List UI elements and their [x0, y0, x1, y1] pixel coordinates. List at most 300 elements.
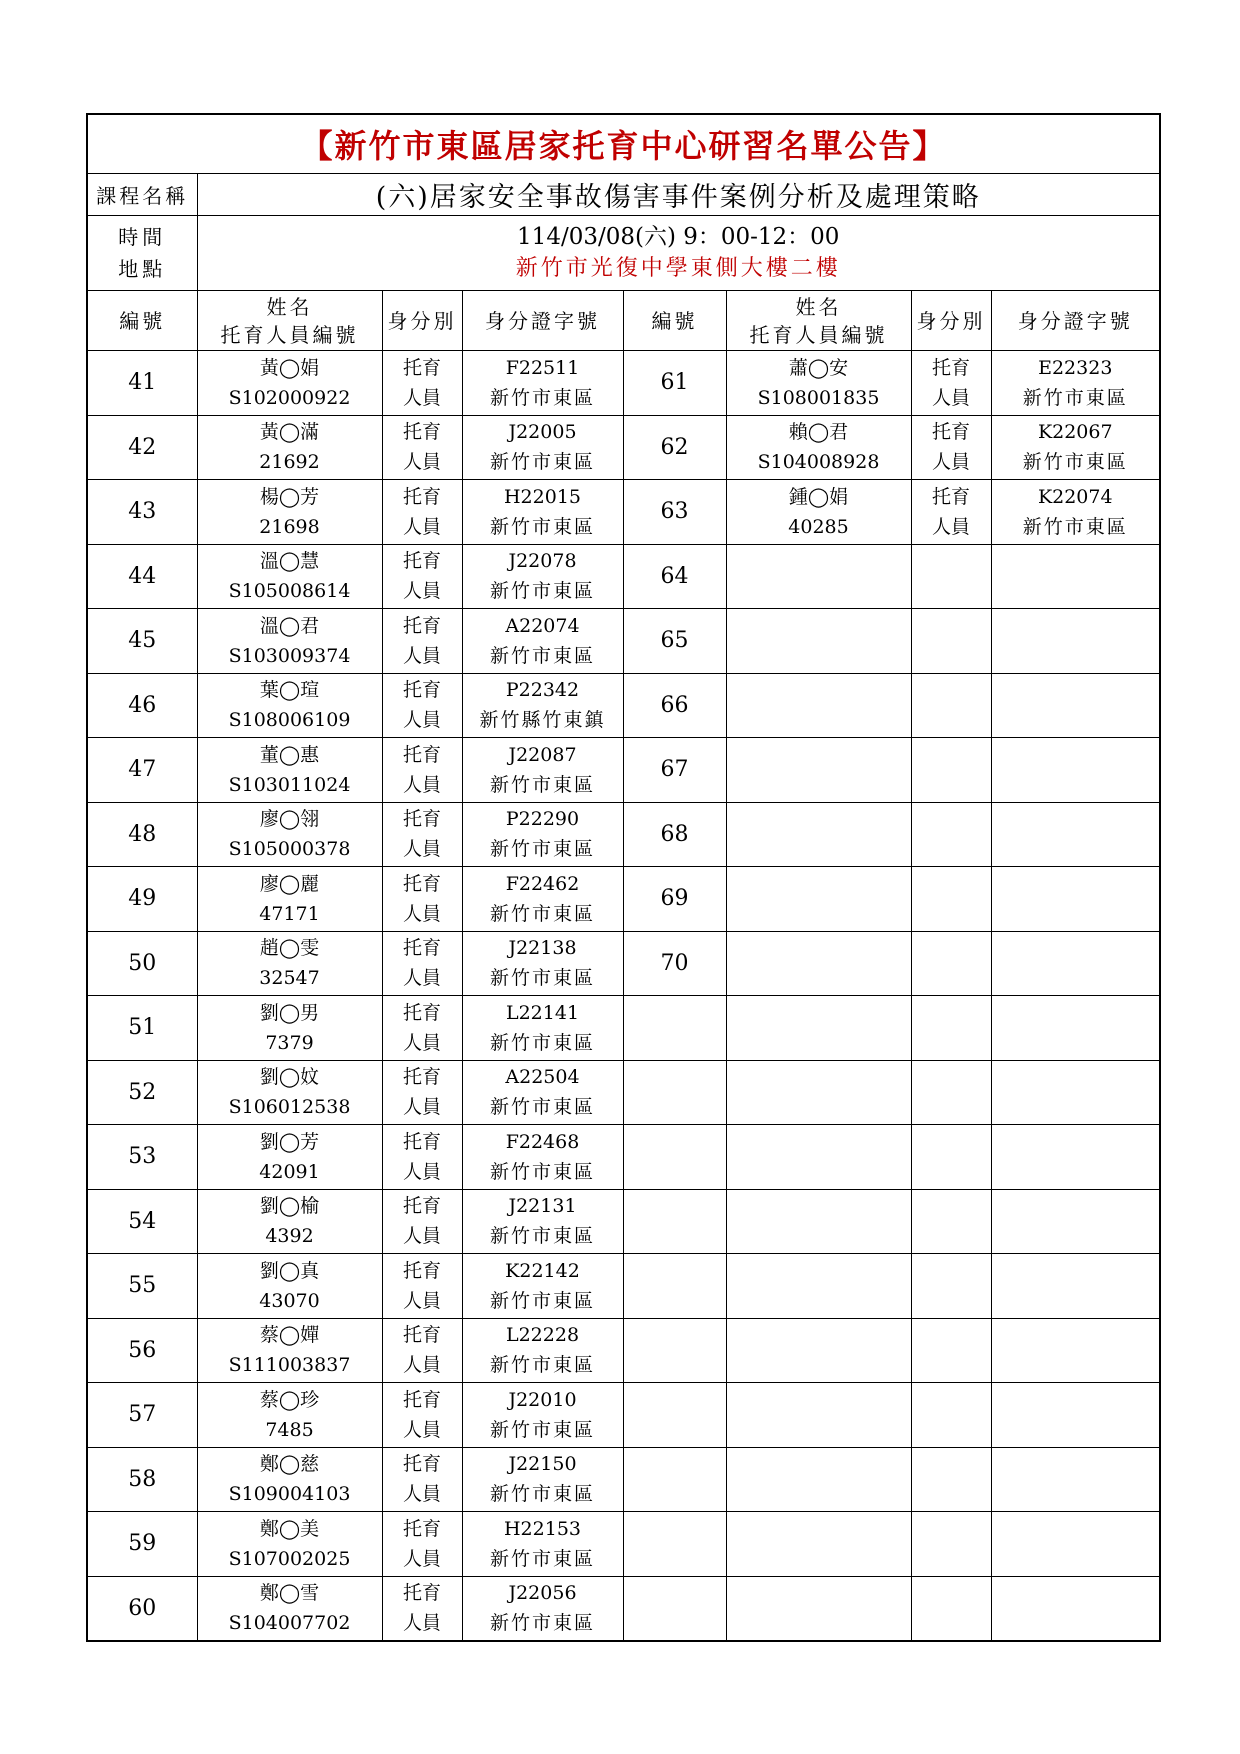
entry-number: 58: [87, 1447, 197, 1512]
entry-name-cell: [726, 480, 911, 545]
entry-number: 52: [87, 1060, 197, 1125]
entry-identity-cell: [911, 1512, 991, 1577]
entry-id-cell: [462, 738, 623, 803]
entry-number: 46: [87, 673, 197, 738]
entry-number: [623, 1060, 726, 1125]
entry-name-cell: [197, 544, 382, 609]
entry-id-cell: [462, 996, 623, 1061]
entry-id-region: 新竹市東區: [489, 1160, 595, 1183]
entry-id-cell: [462, 802, 623, 867]
entry-identity-cell: [382, 738, 462, 803]
entry-id-cell: [991, 673, 1160, 738]
entry-id-number: F22462: [505, 872, 580, 895]
entry-number: 41: [87, 351, 197, 416]
entry-id-cell: [462, 609, 623, 674]
entry-id-region: 新竹市東區: [489, 773, 595, 796]
entry-name-cell: [197, 996, 382, 1061]
entry-identity-line2: 人員: [402, 709, 441, 732]
entry-id-cell: [991, 1254, 1160, 1319]
entry-id-number: H22015: [503, 485, 581, 508]
entry-id-number: J22138: [508, 937, 577, 960]
entry-id-number: J22087: [508, 743, 577, 766]
entry-identity-line2: 人員: [402, 1225, 441, 1248]
entry-id-number: J22010: [508, 1388, 577, 1411]
entry-identity-line1: 托育: [931, 421, 970, 444]
entry-staff-number: S102000922: [228, 386, 351, 409]
entry-number: 59: [87, 1512, 197, 1577]
entry-name-cell: [197, 480, 382, 545]
table-row: [87, 931, 1160, 996]
entry-name: 溫◯慧: [259, 550, 320, 573]
entry-name-cell: [197, 1189, 382, 1254]
entry-identity-line2: 人員: [402, 1354, 441, 1377]
entry-number: [623, 1125, 726, 1190]
entry-id-region: 新竹市東區: [1022, 515, 1128, 538]
entry-number: [623, 1383, 726, 1448]
entry-name-cell: [726, 996, 911, 1061]
entry-identity-cell: [382, 1383, 462, 1448]
entry-name-cell: [197, 867, 382, 932]
entry-identity-cell: [382, 1189, 462, 1254]
entry-number: [623, 1512, 726, 1577]
entry-identity-line2: 人員: [402, 1031, 441, 1054]
entry-id-region: 新竹市東區: [489, 967, 595, 990]
entry-id-cell: [991, 931, 1160, 996]
entry-identity-line1: 托育: [402, 679, 441, 702]
entry-identity-cell: [911, 931, 991, 996]
entry-staff-number: 4392: [265, 1225, 314, 1248]
entry-identity-line2: 人員: [402, 1160, 441, 1183]
entry-name-cell: [726, 738, 911, 803]
entry-name-cell: [197, 673, 382, 738]
entry-identity-cell: [911, 738, 991, 803]
entry-identity-cell: [382, 1125, 462, 1190]
session-place: 新竹市光復中學東側大樓二樓: [515, 256, 841, 281]
entry-name-cell: [726, 1383, 911, 1448]
entry-staff-number: S108001835: [757, 386, 880, 409]
entry-id-number: J22150: [508, 1453, 577, 1476]
entry-id-number: J22131: [508, 1195, 577, 1218]
entry-identity-line1: 托育: [402, 485, 441, 508]
entry-identity-line1: 托育: [402, 937, 441, 960]
header-number-right: 編號: [623, 291, 726, 351]
entry-name: 鄭◯雪: [259, 1582, 320, 1605]
entry-staff-number: S103011024: [228, 773, 351, 796]
entry-number: 66: [623, 673, 726, 738]
entry-identity-cell: [911, 1060, 991, 1125]
entry-id-region: 新竹市東區: [489, 1096, 595, 1119]
entry-id-number: J22005: [508, 421, 577, 444]
entry-identity-cell: [382, 802, 462, 867]
entry-id-number: J22078: [508, 550, 577, 573]
entry-staff-number: 32547: [259, 967, 320, 990]
entry-identity-cell: [911, 996, 991, 1061]
entry-staff-number: S107002025: [228, 1547, 351, 1570]
entry-identity-line2: 人員: [402, 1483, 441, 1506]
header-id-right: 身分證字號: [991, 291, 1160, 351]
entry-identity-cell: [382, 1254, 462, 1319]
entry-number: [623, 1189, 726, 1254]
header-identity-left: 身分別: [382, 291, 462, 351]
entry-identity-line1: 托育: [402, 1259, 441, 1282]
entry-name-cell: [726, 931, 911, 996]
table-row: [87, 802, 1160, 867]
entry-staff-number: S106012538: [228, 1096, 351, 1119]
entry-number: 48: [87, 802, 197, 867]
entry-name: 趙◯雯: [259, 937, 320, 960]
entry-id-cell: [991, 351, 1160, 416]
entry-staff-number: 7379: [265, 1031, 314, 1054]
entry-identity-cell: [382, 415, 462, 480]
entry-identity-cell: [911, 867, 991, 932]
entry-id-cell: [991, 867, 1160, 932]
entry-id-cell: [462, 415, 623, 480]
entry-name: 劉◯男: [259, 1001, 320, 1024]
entry-id-number: A22074: [505, 614, 580, 637]
entry-number: 53: [87, 1125, 197, 1190]
table-row: [87, 1447, 1160, 1512]
entry-id-cell: [462, 1447, 623, 1512]
entry-id-number: P22290: [505, 808, 580, 831]
entry-id-cell: [991, 1512, 1160, 1577]
entry-name: 鄭◯慈: [259, 1453, 320, 1476]
entry-id-cell: [991, 738, 1160, 803]
entry-number: 45: [87, 609, 197, 674]
entry-number: 63: [623, 480, 726, 545]
entry-name-cell: [726, 415, 911, 480]
table-row: [87, 1060, 1160, 1125]
header-name-label: 姓名: [795, 294, 842, 319]
entry-identity-line1: 托育: [402, 1324, 441, 1347]
entry-number: 42: [87, 415, 197, 480]
entry-id-region: 新竹市東區: [489, 644, 595, 667]
entry-identity-cell: [911, 1125, 991, 1190]
entry-id-region: 新竹市東區: [489, 1289, 595, 1312]
entry-name-cell: [726, 1318, 911, 1383]
entry-name-cell: [726, 673, 911, 738]
entry-id-cell: [991, 1189, 1160, 1254]
entry-id-cell: [991, 1125, 1160, 1190]
entry-name-cell: [197, 609, 382, 674]
entry-id-region: 新竹市東區: [489, 386, 595, 409]
entry-identity-line1: 托育: [402, 1001, 441, 1024]
entry-id-cell: [991, 1576, 1160, 1641]
table-row: [87, 1189, 1160, 1254]
entry-identity-line1: 托育: [402, 1066, 441, 1089]
entry-name: 賴◯君: [788, 421, 849, 444]
entry-number: 47: [87, 738, 197, 803]
entry-identity-cell: [382, 351, 462, 416]
entry-id-region: 新竹市東區: [489, 838, 595, 861]
entry-number: 69: [623, 867, 726, 932]
header-name-right: [726, 291, 911, 351]
entry-identity-line2: 人員: [402, 1547, 441, 1570]
entry-id-number: F22511: [505, 356, 580, 379]
entry-name: 黃◯娟: [259, 356, 320, 379]
table-row: [87, 609, 1160, 674]
entry-staff-number: S109004103: [228, 1483, 351, 1506]
time-place-values: [197, 216, 1160, 291]
entry-name: 溫◯君: [259, 614, 320, 637]
entry-name-cell: [197, 1254, 382, 1319]
entry-number: [623, 1254, 726, 1319]
table-row: [87, 673, 1160, 738]
entry-number: 70: [623, 931, 726, 996]
entry-name-cell: [197, 931, 382, 996]
entry-identity-line1: 托育: [402, 808, 441, 831]
entry-name: 劉◯榆: [259, 1195, 320, 1218]
entry-name-cell: [726, 1512, 911, 1577]
time-place-labels: [87, 216, 197, 291]
entry-id-region: 新竹市東區: [489, 1354, 595, 1377]
table-row: [87, 1125, 1160, 1190]
entry-id-region: 新竹市東區: [489, 1483, 595, 1506]
entry-name: 葉◯瑄: [259, 679, 320, 702]
entry-identity-cell: [382, 1512, 462, 1577]
entry-number: 55: [87, 1254, 197, 1319]
entry-name-cell: [197, 738, 382, 803]
entry-identity-line2: 人員: [931, 515, 970, 538]
entry-identity-line2: 人員: [402, 451, 441, 474]
entry-identity-cell: [382, 1576, 462, 1641]
entry-number: [623, 996, 726, 1061]
column-header-row: [87, 291, 1160, 351]
entry-staff-number: 40285: [788, 515, 849, 538]
course-label: 課程名稱: [87, 174, 197, 216]
header-number-left: 編號: [87, 291, 197, 351]
entry-staff-number: S104007702: [228, 1612, 351, 1635]
entry-identity-line2: 人員: [402, 838, 441, 861]
entry-identity-cell: [911, 544, 991, 609]
table-row: [87, 1254, 1160, 1319]
entry-identity-line1: 托育: [402, 550, 441, 573]
entry-name-cell: [197, 1318, 382, 1383]
entry-identity-cell: [382, 1447, 462, 1512]
entry-id-region: 新竹市東區: [489, 1612, 595, 1635]
entry-id-cell: [991, 1447, 1160, 1512]
entry-number: 51: [87, 996, 197, 1061]
entry-number: 60: [87, 1576, 197, 1641]
entry-id-cell: [991, 609, 1160, 674]
entry-id-cell: [991, 480, 1160, 545]
entry-name-cell: [726, 1254, 911, 1319]
entry-id-number: J22056: [508, 1582, 577, 1605]
entry-id-cell: [462, 1060, 623, 1125]
entry-name-cell: [197, 1125, 382, 1190]
entry-name: 廖◯翎: [259, 808, 320, 831]
entry-name-cell: [726, 1060, 911, 1125]
entry-name-cell: [726, 802, 911, 867]
entry-id-region: 新竹市東區: [489, 1031, 595, 1054]
entry-id-number: P22342: [505, 679, 580, 702]
header-id-left: 身分證字號: [462, 291, 623, 351]
entry-id-cell: [462, 1125, 623, 1190]
entry-staff-number: 47171: [259, 902, 320, 925]
entry-name: 劉◯芳: [259, 1130, 320, 1153]
entry-number: 65: [623, 609, 726, 674]
entry-identity-line2: 人員: [402, 902, 441, 925]
entry-number: 67: [623, 738, 726, 803]
entry-id-cell: [462, 1576, 623, 1641]
entry-id-cell: [462, 1318, 623, 1383]
entry-identity-line2: 人員: [402, 1612, 441, 1635]
entry-identity-line1: 托育: [402, 872, 441, 895]
entry-staff-number: S108006109: [228, 709, 351, 732]
table-row: [87, 351, 1160, 416]
entry-name: 劉◯妏: [259, 1066, 320, 1089]
entry-staff-number: 42091: [259, 1160, 320, 1183]
entry-name-cell: [197, 1447, 382, 1512]
entry-identity-cell: [382, 931, 462, 996]
entry-identity-line2: 人員: [402, 1289, 441, 1312]
entry-id-number: H22153: [503, 1517, 581, 1540]
entry-id-number: K22142: [505, 1259, 580, 1282]
entry-identity-line1: 托育: [402, 1388, 441, 1411]
table-row: [87, 1318, 1160, 1383]
entry-identity-line1: 托育: [402, 743, 441, 766]
entry-name-cell: [726, 1576, 911, 1641]
entry-staff-number: S104008928: [757, 451, 880, 474]
entry-name-cell: [197, 1060, 382, 1125]
entry-identity-cell: [911, 1447, 991, 1512]
entry-identity-cell: [382, 480, 462, 545]
entry-id-region: 新竹市東區: [1022, 451, 1128, 474]
entry-identity-line2: 人員: [931, 451, 970, 474]
entry-name: 蕭◯安: [788, 356, 849, 379]
entry-identity-cell: [911, 1254, 991, 1319]
entry-number: 44: [87, 544, 197, 609]
entry-identity-cell: [911, 415, 991, 480]
entry-name-cell: [726, 1125, 911, 1190]
entry-identity-line1: 托育: [402, 1517, 441, 1540]
entry-name: 楊◯芳: [259, 485, 320, 508]
entry-id-region: 新竹市東區: [1022, 386, 1128, 409]
entry-id-cell: [462, 931, 623, 996]
entry-id-number: L22141: [505, 1001, 580, 1024]
entry-name: 鍾◯娟: [788, 485, 849, 508]
entry-number: 54: [87, 1189, 197, 1254]
entry-id-cell: [462, 1383, 623, 1448]
entry-id-number: L22228: [505, 1324, 580, 1347]
entry-id-cell: [991, 415, 1160, 480]
entry-identity-cell: [382, 1060, 462, 1125]
entry-identity-cell: [382, 609, 462, 674]
entry-staff-number: 21692: [259, 451, 320, 474]
entry-identity-line2: 人員: [402, 580, 441, 603]
entry-id-cell: [991, 996, 1160, 1061]
entry-number: 50: [87, 931, 197, 996]
entry-id-cell: [991, 802, 1160, 867]
entry-identity-cell: [911, 1576, 991, 1641]
entry-identity-cell: [911, 802, 991, 867]
table-row: [87, 738, 1160, 803]
entry-identity-cell: [382, 1318, 462, 1383]
entry-id-number: K22074: [1037, 485, 1113, 508]
entry-id-cell: [462, 1189, 623, 1254]
entry-identity-cell: [911, 1318, 991, 1383]
entry-name: 董◯惠: [259, 743, 320, 766]
entry-id-region: 新竹市東區: [489, 1547, 595, 1570]
table-row: [87, 480, 1160, 545]
entry-identity-cell: [382, 544, 462, 609]
entry-name-cell: [726, 609, 911, 674]
entry-id-cell: [462, 1254, 623, 1319]
entry-identity-line1: 托育: [931, 485, 970, 508]
entry-id-region: 新竹市東區: [489, 902, 595, 925]
entry-number: 68: [623, 802, 726, 867]
entry-identity-line2: 人員: [931, 386, 970, 409]
entry-number: 49: [87, 867, 197, 932]
entry-number: 64: [623, 544, 726, 609]
entry-id-cell: [462, 544, 623, 609]
entry-number: [623, 1576, 726, 1641]
entry-name: 黃◯滿: [259, 421, 320, 444]
entry-number: 56: [87, 1318, 197, 1383]
table-row: [87, 544, 1160, 609]
table-row: [87, 867, 1160, 932]
entry-id-cell: [991, 544, 1160, 609]
entry-number: 57: [87, 1383, 197, 1448]
entry-name-cell: [197, 415, 382, 480]
entry-identity-line2: 人員: [402, 644, 441, 667]
entry-number: 43: [87, 480, 197, 545]
entry-name-cell: [726, 1447, 911, 1512]
entry-identity-line2: 人員: [402, 1096, 441, 1119]
entry-identity-line2: 人員: [402, 967, 441, 990]
entry-identity-cell: [382, 673, 462, 738]
entry-id-number: K22067: [1037, 421, 1113, 444]
entry-identity-cell: [911, 351, 991, 416]
entry-name: 劉◯真: [259, 1259, 320, 1282]
entry-name-cell: [726, 351, 911, 416]
entry-name-cell: [197, 1576, 382, 1641]
entry-identity-line1: 托育: [402, 1130, 441, 1153]
entry-id-cell: [462, 867, 623, 932]
entry-number: 61: [623, 351, 726, 416]
header-identity-right: 身分別: [911, 291, 991, 351]
entry-id-region: 新竹市東區: [489, 515, 595, 538]
entry-identity-line2: 人員: [402, 386, 441, 409]
place-label: 地點: [118, 257, 167, 281]
entry-identity-cell: [911, 673, 991, 738]
entry-id-cell: [462, 673, 623, 738]
session-time: 114/03/08(六) 9：00-12：00: [517, 224, 840, 250]
table-row: [87, 415, 1160, 480]
entry-staff-number: S111003837: [228, 1354, 351, 1377]
entry-staff-number: S105008614: [228, 580, 351, 603]
entry-id-number: A22504: [505, 1066, 580, 1089]
entry-id-number: E22323: [1038, 356, 1113, 379]
entry-number: [623, 1318, 726, 1383]
entry-id-cell: [462, 480, 623, 545]
time-label: 時間: [118, 225, 167, 249]
entry-identity-line1: 托育: [402, 614, 441, 637]
table-row: [87, 1512, 1160, 1577]
entry-name-cell: [726, 1189, 911, 1254]
entry-id-cell: [462, 351, 623, 416]
entry-id-region: 新竹市東區: [489, 1225, 595, 1248]
entry-identity-cell: [382, 996, 462, 1061]
entry-name-cell: [726, 544, 911, 609]
entry-id-region: 新竹縣竹東鎮: [479, 709, 606, 732]
entry-name-cell: [197, 351, 382, 416]
entry-name: 蔡◯嬋: [259, 1324, 320, 1347]
entry-identity-cell: [911, 480, 991, 545]
entry-id-cell: [462, 1512, 623, 1577]
entry-identity-cell: [911, 609, 991, 674]
header-staff-label: 托育人員編號: [220, 322, 359, 347]
entry-identity-line2: 人員: [402, 1418, 441, 1441]
